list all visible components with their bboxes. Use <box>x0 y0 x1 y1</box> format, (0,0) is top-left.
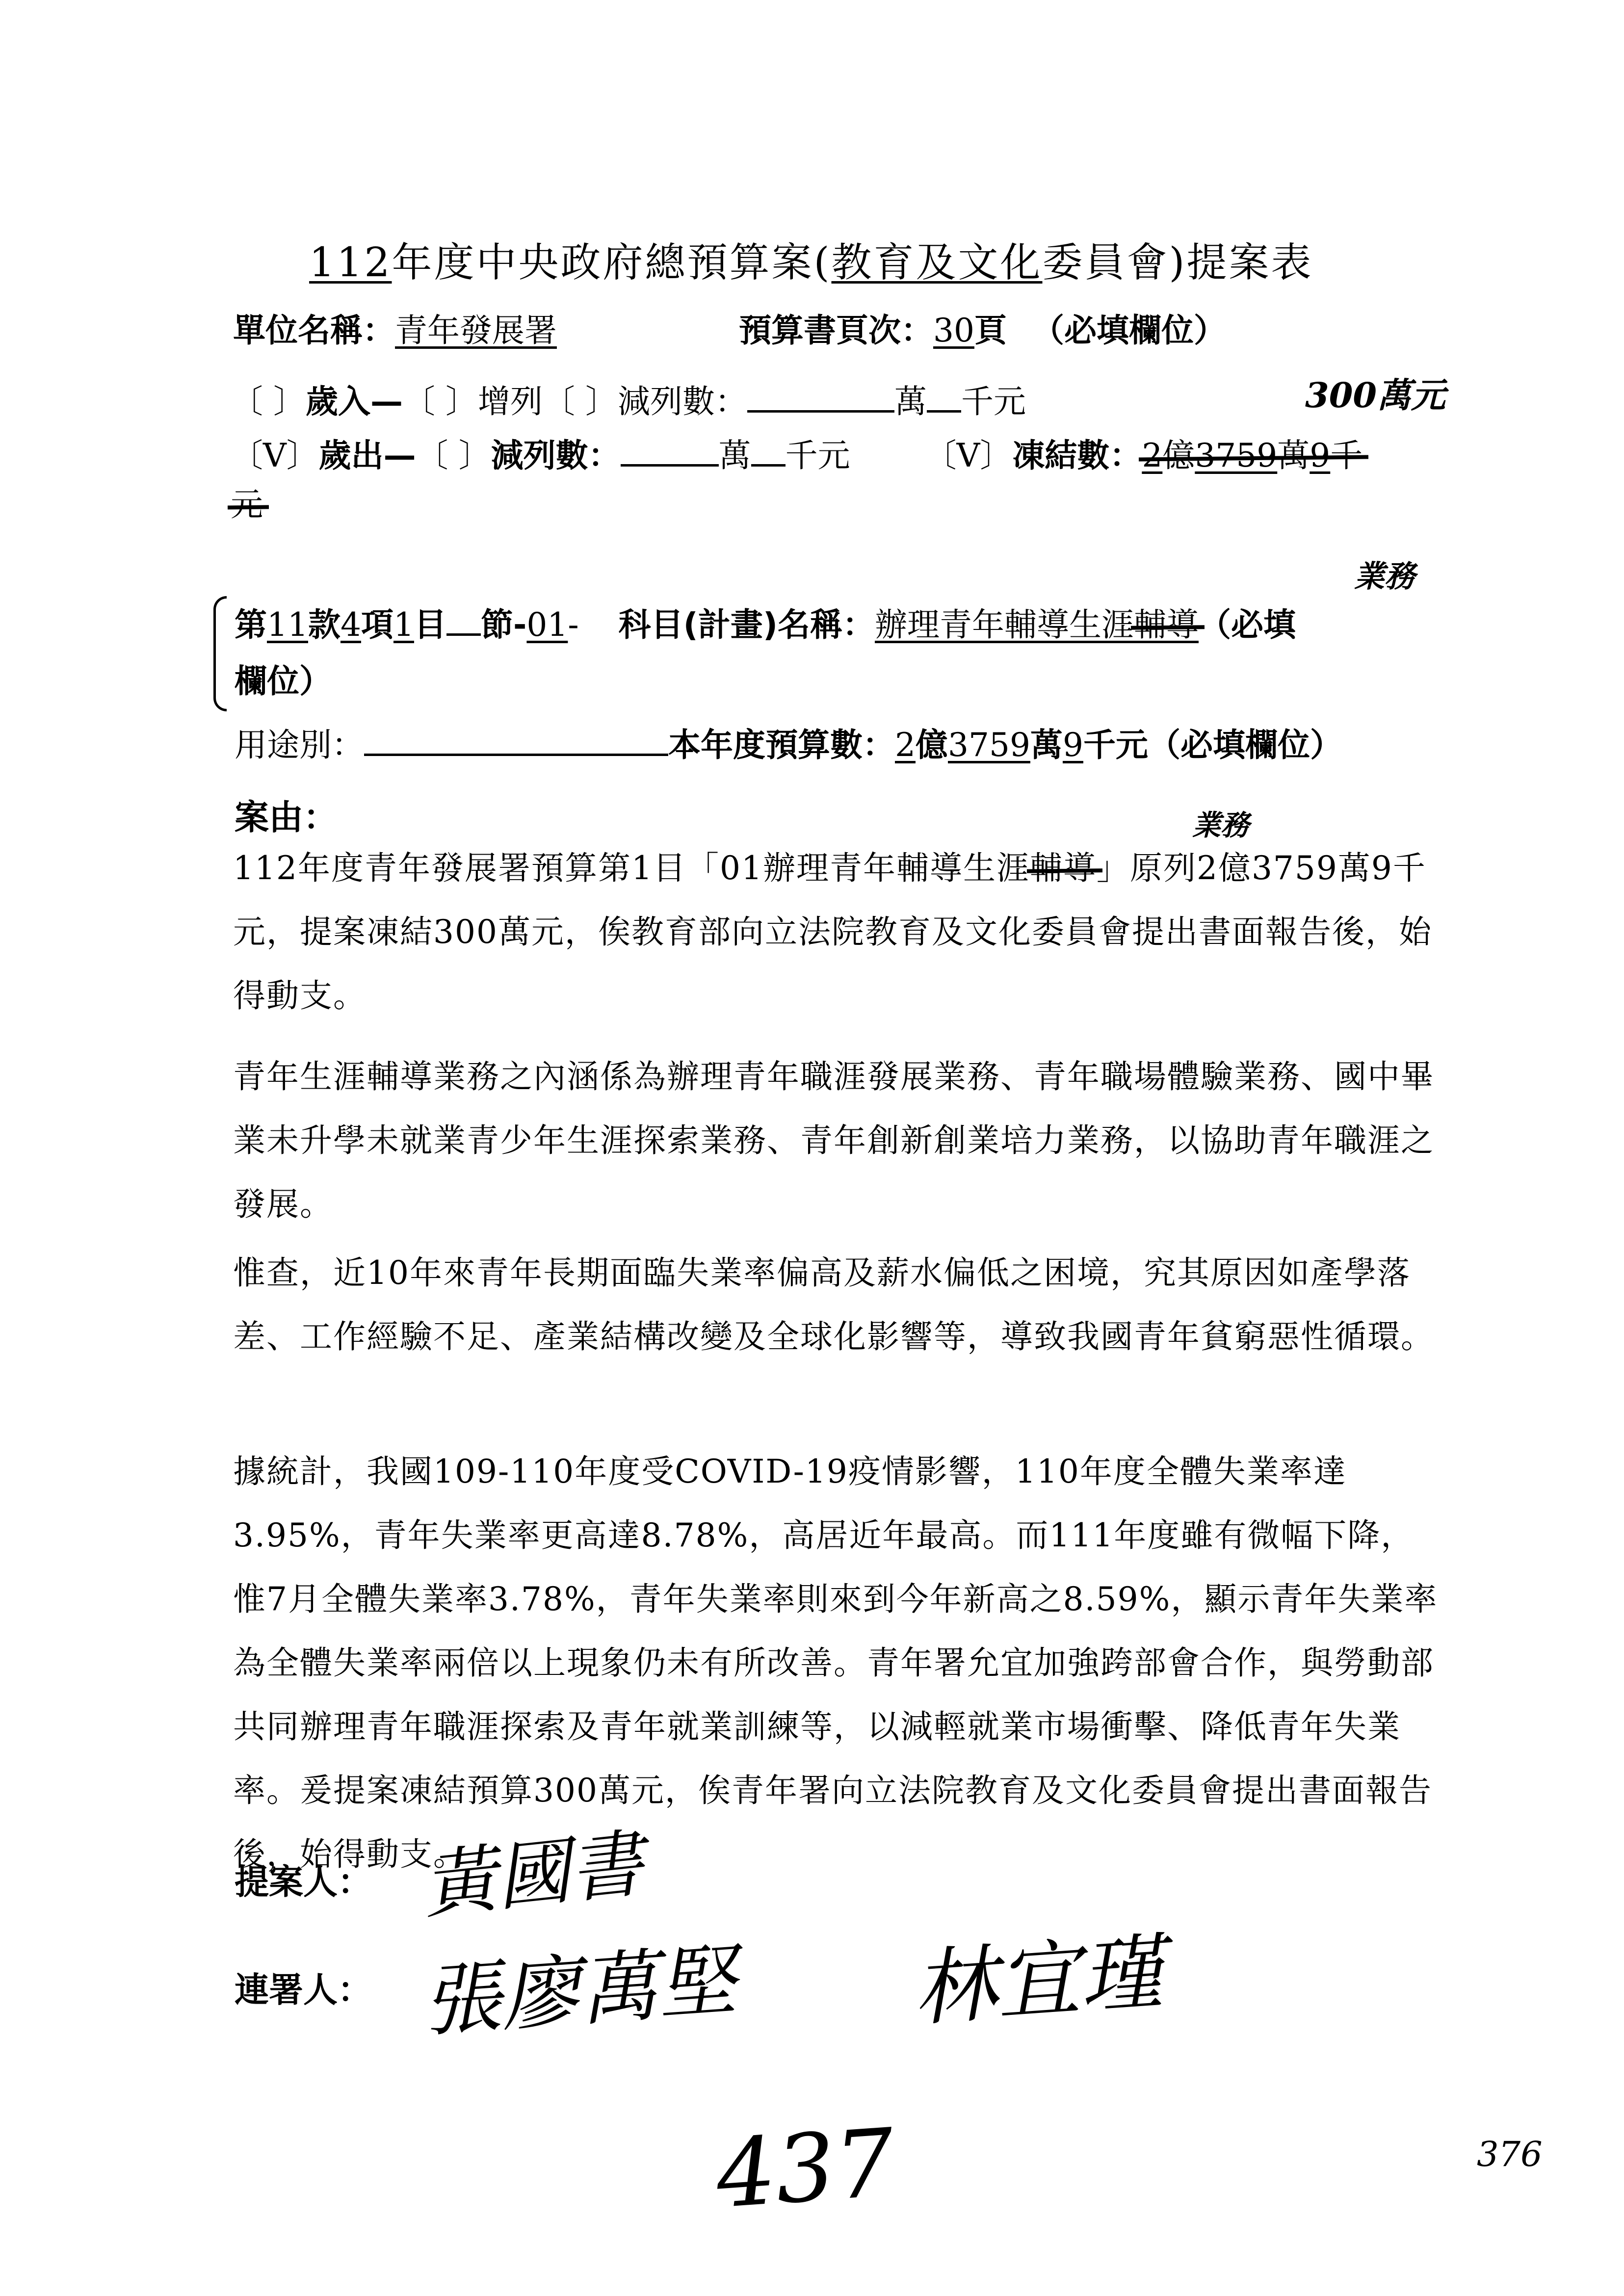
expenditure-wan-blank[interactable] <box>621 435 719 467</box>
freeze-wan: 3759 <box>1195 437 1278 474</box>
item-xiang: 4 <box>340 606 361 644</box>
item-xiang-label: 項 <box>361 606 393 644</box>
budget-yi-label: 億 <box>916 726 948 764</box>
expenditure-checkbox[interactable]: 〔V〕 <box>231 437 319 474</box>
handwritten-insert-reason: 業務 <box>1192 809 1250 842</box>
freeze-wrap <box>231 478 263 525</box>
paragraph-2: 青年生涯輔導業務之內涵係為辦理青年職涯發展業務、青年職場體驗業務、國中畢業未升學未就業青少年生涯探索業務、青年創新創業培力業務，以協助青年職涯之發展。 <box>233 1058 1434 1223</box>
budget-wan-label: 萬 <box>1030 726 1063 764</box>
item-kuan: 11 <box>267 606 308 644</box>
item-row <box>235 599 1296 645</box>
reason-label: 案由： <box>235 797 338 837</box>
expenditure-qian-yuan: 千元 <box>785 437 850 474</box>
item-jie-value: 01 <box>526 606 568 644</box>
revenue-wan-blank[interactable] <box>747 381 894 413</box>
paragraph-4: 據統計，我國109-110年度受COVID-19疫情影響，110年度全體失業率達3.95%，青年失業率更高達8.78%，高居近年最高。而111年度雖有微幅下降，惟7月全體失業率3.78%，青年失業率則來到今年新高之8.59%，顯示青年失業率為全體失業率兩倍以上現象仍未有所改善。青年署允宜加強跨部會合作，與勞動部共同辦理青年職涯探索及青年就業訓練等，以減輕就業市場衝擊、降低青年失業率。爰提案凍結預算300萬元，俟青年署向立法院教育及文化委員會提出書面報告後，始得動支。 <box>233 1453 1438 1873</box>
freeze-qian: 9 <box>1310 437 1331 474</box>
budget-row <box>235 719 1342 765</box>
increase-checkbox[interactable]: 〔 〕 <box>402 383 478 420</box>
budget-wan: 3759 <box>948 726 1030 764</box>
expenditure-wan: 萬 <box>718 437 751 474</box>
paragraph-1 <box>233 836 1440 1028</box>
subject-value <box>875 606 1199 644</box>
revenue-decrease-checkbox[interactable]: 〔 〕 <box>542 383 618 420</box>
revenue-label: 歲入— <box>305 383 403 420</box>
expenditure-decrease-label: 減列數： <box>491 437 621 474</box>
revenue-wan: 萬 <box>894 383 927 420</box>
handwritten-page-number: 437 <box>712 2108 898 2229</box>
page-label: 預算書頁次： <box>738 312 933 349</box>
handwritten-freeze-amount: 300萬元 <box>1305 375 1446 416</box>
expenditure-decrease-checkbox[interactable]: 〔 〕 <box>416 437 491 474</box>
expenditure-qian-blank[interactable] <box>751 435 786 467</box>
usage-blank[interactable] <box>364 724 668 756</box>
item-required-b: 欄位） <box>235 662 332 700</box>
page-suffix: 頁 <box>974 312 1007 349</box>
budget-qian: 9 <box>1062 726 1083 764</box>
unit-row <box>233 304 1226 351</box>
subject-value-struck: 輔導 <box>1134 606 1199 644</box>
item-prefix: 第 <box>235 606 267 644</box>
expenditure-row <box>231 429 1362 476</box>
freeze-qian-label: 千 <box>1330 437 1363 474</box>
title-year: 112 <box>309 239 392 286</box>
item-jie-label: 節- <box>480 606 527 644</box>
form-title <box>309 231 1313 288</box>
proposer-label: 提案人： <box>235 1862 372 1902</box>
item-kuan-label: 款 <box>308 606 341 644</box>
handwritten-corner-number: 376 <box>1477 2134 1543 2174</box>
title-text-b: 委員會)提案表 <box>1042 239 1313 286</box>
unit-value: 青年發展署 <box>395 312 557 349</box>
freeze-wrap-struck: 元 <box>231 486 263 523</box>
freeze-checkbox[interactable]: 〔V〕 <box>924 437 1013 474</box>
title-committee: 教育及文化 <box>831 239 1043 286</box>
cosigner-label: 連署人： <box>235 1970 372 2010</box>
budget-required: （必填欄位） <box>1148 726 1342 764</box>
freeze-yi-label: 億 <box>1162 437 1195 474</box>
revenue-qian-blank[interactable] <box>927 381 961 413</box>
handwritten-insert-item: 業務 <box>1354 558 1415 594</box>
item-jie-suffix: - <box>568 606 579 644</box>
budget-qian-label: 千元 <box>1083 726 1148 764</box>
left-bracket-mark <box>213 596 227 711</box>
subject-value-a: 辦理青年輔導 <box>875 606 1069 644</box>
paragraph-1-struck: 輔導 <box>1029 849 1097 887</box>
proposer-signature: 黃國書 <box>419 1821 648 1929</box>
freeze-wan-label: 萬 <box>1277 437 1310 474</box>
subject-value-b: 生涯 <box>1069 606 1134 644</box>
title-text-a: 年度中央政府總預算案( <box>392 239 832 286</box>
unit-label: 單位名稱： <box>233 312 395 349</box>
page-value: 30 <box>933 312 974 349</box>
cosigner-signature-1: 張廖萬堅 <box>419 1934 739 2048</box>
item-required-a: （必填 <box>1199 606 1296 644</box>
revenue-qian-yuan: 千元 <box>961 383 1026 420</box>
subject-label: 科目(計畫)名稱： <box>618 606 875 644</box>
paragraph-3: 惟查，近10年來青年長期面臨失業率偏高及薪水偏低之困境，究其原因如產學落差、工作經驗不足、產業結構改變及全球化影響等，導致我國青年貧窮惡性循環。 <box>233 1254 1434 1356</box>
item-mu-label: 目 <box>414 606 446 644</box>
cosigner-signature-2: 林宜瑾 <box>910 1924 1167 2038</box>
freeze-label: 凍結數： <box>1012 437 1142 474</box>
budget-label: 本年度預算數： <box>668 726 895 764</box>
freeze-yi: 2 <box>1142 437 1163 474</box>
revenue-checkbox[interactable]: 〔 〕 <box>231 383 306 420</box>
revenue-decrease-label: 減列數： <box>617 383 747 420</box>
paragraph-1-post: 」原列2億3759萬9千元，提案凍結300萬元，俟教育部向立法院教育及文化委員會提出書面報告後，始得動支。 <box>233 849 1432 1015</box>
item-mu: 1 <box>393 606 414 644</box>
budget-yi: 2 <box>895 726 916 764</box>
required-note: （必填欄位） <box>1031 312 1226 349</box>
increase-label: 增列 <box>477 383 543 420</box>
revenue-row <box>231 375 1026 422</box>
paragraph-1-pre: 112年度青年發展署預算第1目「01辦理青年輔導生涯 <box>233 849 1030 887</box>
freeze-amount-struck <box>1142 437 1362 474</box>
expenditure-label: 歲出— <box>318 437 416 474</box>
item-jie-blank[interactable] <box>446 604 481 636</box>
usage-label: 用途別： <box>235 726 364 764</box>
